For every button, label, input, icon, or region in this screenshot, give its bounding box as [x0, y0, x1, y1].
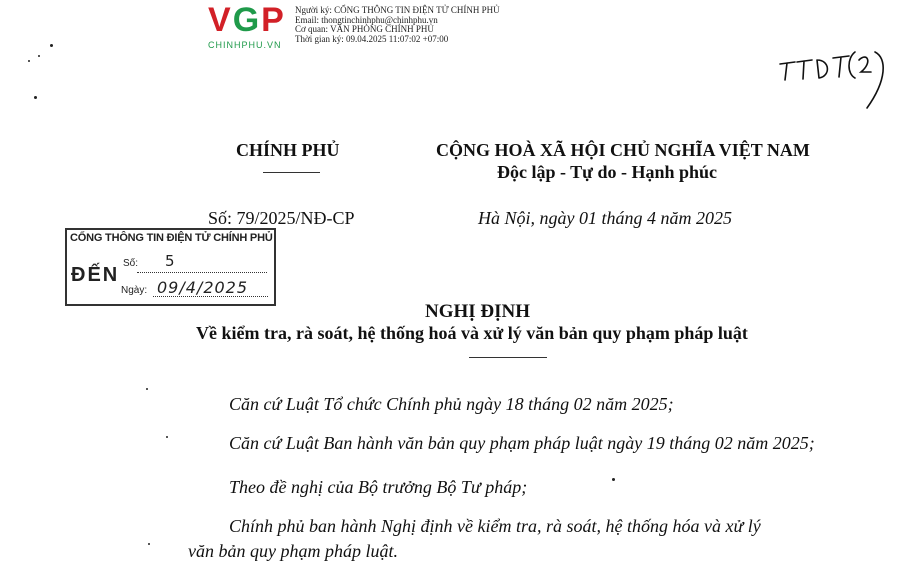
- national-title: CỘNG HOÀ XÃ HỘI CHỦ NGHĨA VIỆT NAM: [436, 140, 810, 160]
- issuer-underline: [263, 172, 320, 173]
- handwritten-note: [775, 50, 895, 110]
- vgp-logo: [208, 2, 298, 50]
- preamble-law-government: Căn cứ Luật Tổ chức Chính phủ ngày 18 tháng 02 năm 2025;: [229, 394, 674, 414]
- signature-signer: Người ký: CỔNG THÔNG TIN ĐIỆN TỬ CHÍNH PHỦ: [295, 5, 500, 15]
- issuer-name: CHÍNH PHỦ: [236, 140, 340, 160]
- place-date: Hà Nội, ngày 01 tháng 4 năm 2025: [478, 208, 732, 228]
- stamp-number-line: [137, 272, 267, 273]
- logo-subtitle: CHINHPHU.VN: [208, 40, 282, 50]
- signature-time: Thời gian ký: 09.04.2025 11:07:02 +07:00: [295, 33, 449, 44]
- stamp-date-line: [153, 296, 268, 297]
- stamp-title: CỔNG THÔNG TIN ĐIỆN TỬ CHÍNH PHỦ: [70, 232, 273, 244]
- document-type: NGHỊ ĐỊNH: [425, 301, 531, 322]
- enactment-clause: Chính phủ ban hành Nghị định về kiểm tra, rà soát, hệ thống hóa và xử lý: [229, 516, 761, 536]
- logo-letter-g: G: [232, 1, 262, 39]
- signature-email: Email: thongtinchinhphu@chinhphu.vn: [295, 14, 438, 25]
- logo-letter-p: P: [261, 1, 286, 39]
- stamp-date-label: Ngày:: [121, 285, 148, 296]
- logo-letter-v: V: [208, 1, 233, 39]
- enactment-clause-continued: văn bản quy phạm pháp luật.: [188, 541, 398, 561]
- national-motto: Độc lập - Tự do - Hạnh phúc: [497, 162, 718, 182]
- signature-agency: Cơ quan: VĂN PHÒNG CHÍNH PHỦ: [295, 24, 434, 34]
- document-subject: Về kiểm tra, rà soát, hệ thống hoá và xử lý văn bản quy phạm pháp luật: [196, 323, 748, 343]
- received-stamp: [65, 228, 276, 306]
- stamp-number-label: Số:: [123, 258, 139, 269]
- digital-signature: [295, 6, 500, 44]
- document-number: Số: 79/2025/NĐ-CP: [208, 208, 355, 228]
- subject-underline: [469, 357, 547, 358]
- stamp-date-value: 09/4/2025: [157, 278, 249, 297]
- stamp-number-value: 5: [165, 252, 175, 270]
- stamp-den-label: ĐẾN: [71, 264, 120, 286]
- preamble-law-legal-documents: Căn cứ Luật Ban hành văn bản quy phạm pháp luật ngày 19 tháng 02 năm 2025;: [229, 433, 815, 453]
- logo-wordmark: [208, 2, 286, 38]
- preamble-proposal: Theo đề nghị của Bộ trưởng Bộ Tư pháp;: [229, 477, 528, 497]
